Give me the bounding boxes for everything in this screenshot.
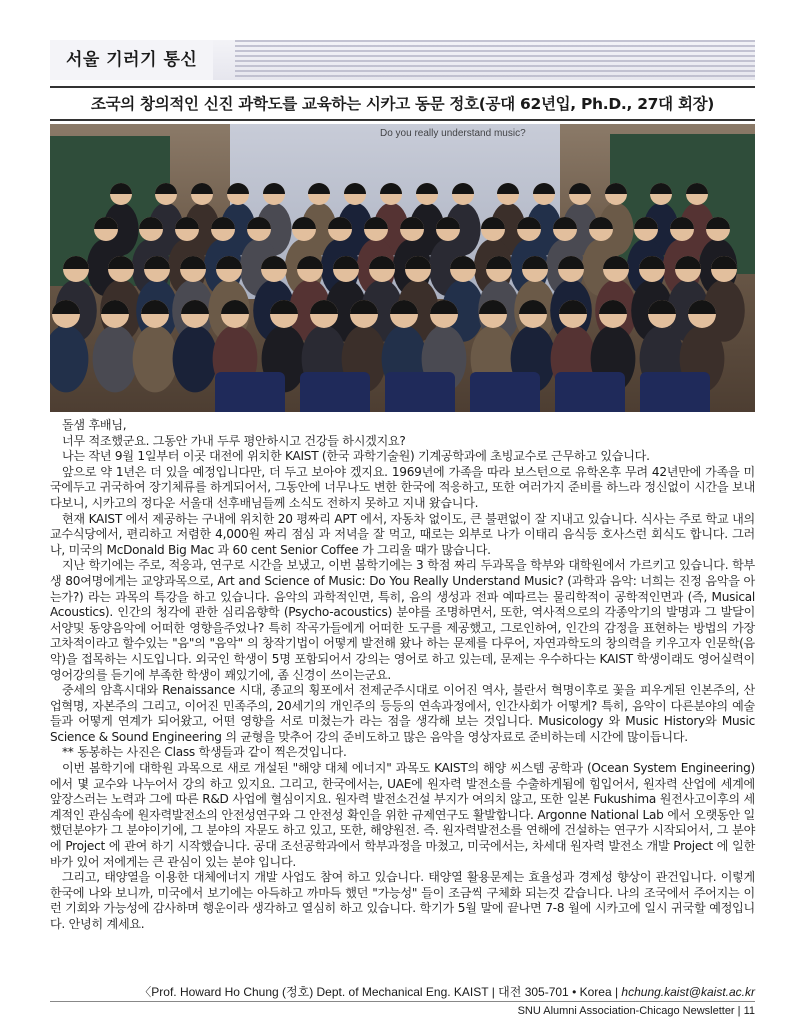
paragraph: 중세의 암흑시대와 Renaissance 시대, 종교의 횡포에서 전제군주시대로 이어진 역사, 불란서 혁명이후로 꽃을 피우게된 인본주의, 산업혁명, 자본주의 그리고, 이어진 민족주의, 20세기의 개인주의 등등의 연속과정에서, 인간사회가 어떻게? 특히, 음악이 다른분야의 예술들과 어떻게 연계가 되어왔고, 어떤 영향을 서로 미쳤는가 라는 점을 생각해 보는 것입니다. Musicology 와 Music History와 Music Science & Sound Engineering 의 균형을 맞추어 강의 준비도하고 많은 음악을 영상자료로 준비하는데 시간에 많이듭니다. <box>50 683 755 744</box>
paragraph: 이번 봄학기에 대학원 과목으로 새로 개설된 "해양 대체 에너지" 과목도 KAIST의 해양 씨스템 공학과 (Ocean System Engineering)에서 몇 교수와 나누어서 강의 하고 있지요. 그리고, 한국에서는, UAE에 원자력 발전소를 수출하게됨에 힘입어서, 원자력 산업에 세계에 앞장스러는 노력과 그에 따른 R&D 사업에 혈심이지요. 원자력 발전소건설 부지가 여의치 않고, 또한 일본 Fukushima 원전사고이후의 세계적인 관심속에 원자력발전소의 안전성연구와 그 안전성 확인을 위한 규제연구도 활발합니다. Argonne National Lab 에서 오랫동안 일했던분야가 그 분야이기에, 그 분야의 자문도 하고 있고, 또한, 해양원전. 즉. 원자력발전소를 연해에 건설하는 연구가 시작되어서, 그 분야에 Project 에 관여 하기 시작했습니다. 공대 조선공학과에서 학부과정을 마쳤고, 미국에서는, 차세대 원자력 발전소 개발 Project 에 일한바가 있어 저에게는 큰 관심이 있는 분야 입니다. <box>50 761 755 869</box>
student-hair <box>110 183 132 194</box>
student-hair <box>63 256 89 269</box>
greeting: 돌샘 후배님, <box>62 418 127 432</box>
paragraph: 나는 작년 9월 1일부터 이곳 대전에 위치한 KAIST (한국 과학기술원) 기계공학과에 초빙교수로 근무하고 있습니다. <box>62 449 650 464</box>
class-group-photo <box>50 124 755 412</box>
student-hair <box>155 183 177 194</box>
photo-note: ** 동봉하는 사진은 Class 학생들과 같이 찍은것입니다. <box>62 745 347 760</box>
student-hair <box>650 183 672 194</box>
student-hair <box>191 183 213 194</box>
section-label: 서울 기러기 통신 <box>50 40 213 80</box>
headline-rule-top <box>50 86 755 88</box>
paragraph: 지난 학기에는 주로, 적응과, 연구로 시간을 보냈고, 이번 봄학기에는 3 학점 짜리 두과목을 학부와 대학원에서 가르키고 있습니다. 학부생 80여명에게는 교양과목으로, Art and Science of Music: Do You Really Understand Music? (과학과 음악: 너희는 진정 음악을 아는가?) 라는 과목의 특강을 하고 있습니다. 음악의 과학적인면, 특히, 음의 생성과 전파 예따르는 물리학적이 공학적인면과 (즉, Musical Acoustics). 인간의 청각에 관한 심리음향학 (Psycho-acoustics) 분야를 조명하면서, 또한, 역사적으로의 각종악기의 발명과 그 발달이 서양및 동양음악에 어떠한 영향을주었나? 특히 작곡가들에게 어떠한 도구를 제공했고, 그로인하여, 인간의 감정을 표현하는 방법의 가장 고차적이라고 할수있는 "음"의 "음악" 의 창작기법이 어떻게 발전해 왔나 하는 문제를 다루어, 자연과학도의 창의력을 키우고자 인문학(음악)을 접목하는 시도입니다. 외국인 학생이 5명 포함되어서 강의는 영어로 하고 있는데, 문제는 우수하다는 KAIST 학생이래도 영어실력이 영어강의를 듣기에 부족한 학생이 꽤있기에, 좀 신경이 쓰이는군요. <box>50 558 755 682</box>
student-body <box>93 325 138 392</box>
paragraph: 앞으로 약 1년은 더 있을 예정입니다만, 더 두고 보아야 겠지요. 1969년에 가족을 따라 보스턴으로 유학온후 무려 42년만에 가족을 미국에두고 귀국하여 장기체류를 하게되어서, 그동안에 너무나도 변한 한국에 적응하고, 또한 여러가지 준비를 하느라 정신없이 시간을 보내다보니, 시카고의 정다운 서울대 선후배님들께 소식도 전하지 못하고 지내 왔습니다. <box>50 464 755 510</box>
article-headline: 조국의 창의적인 신진 과학도를 교육하는 시카고 동문 정호(공대 62년입, Ph.D., 27대 회장) <box>90 95 715 113</box>
headline-rule-bottom <box>50 119 755 121</box>
student-hair <box>227 183 249 194</box>
student-hair <box>452 183 474 194</box>
chair <box>555 372 625 412</box>
student-crowd <box>50 124 755 412</box>
student-hair <box>308 183 330 194</box>
author-signature <box>50 983 755 1000</box>
student-hair <box>416 183 438 194</box>
student-body <box>133 325 178 392</box>
chair <box>300 372 370 412</box>
student-hair <box>533 183 555 194</box>
page-footer: SNU Alumni Association-Chicago Newsletter | 11 <box>517 1005 755 1017</box>
signature-text: 〈Prof. Howard Ho Chung (정호) Dept. of Mechanical Eng. KAIST | 대전 305-701 • Korea | <box>139 985 619 999</box>
chair <box>215 372 285 412</box>
paragraph: 너무 적조했군요. 그동안 가내 두루 평안하시고 건강들 하시겠지요? <box>62 433 406 448</box>
slide-title: Do you really understand music? <box>380 128 526 139</box>
paragraph: 그리고, 태양열을 이용한 대체에너지 개발 사업도 참여 하고 있습니다. 태양열 활용문제는 효율성과 경제성 향상이 관건입니다. 이렇게 한국에 나와 보니까, 미국에서 보기에는 아득하고 까마득 했던 "가능성" 들이 조금씩 구체화 되는것 같습니다. 나의 조국에서 주어지는 이런 기회와 가능성에 감사하며 행운이라 생각하고 열심히 하고 있습니다. 학기가 5월 말에 끝나면 7-8 월에 시카고에 일시 귀국할 예정입니다. 안녕히 계세요. <box>50 870 755 931</box>
header-stripes <box>235 40 755 80</box>
student-body <box>173 325 218 392</box>
chair <box>470 372 540 412</box>
student-hair <box>497 183 519 194</box>
student-hair <box>569 183 591 194</box>
student-hair <box>605 183 627 194</box>
student-hair <box>380 183 402 194</box>
student-hair <box>344 183 366 194</box>
chair <box>385 372 455 412</box>
paragraph: 현재 KAIST 에서 제공하는 구내에 위치한 20 평짜리 APT 에서, 자동차 없이도, 큰 불편없이 잘 지내고 있습니다. 식사는 주로 학교 내의 교수식당에서, 편리하고 저렴한 4,000원 짜리 점심 과 저녁을 잘 먹고, 때로는 외부로 나가 이태리 음식등 호사스런 회식도 합니다. 그러나, 미국의 McDonald Big Mac 과 60 cent Senior Coffee 가 그리울 때가 많습니다. <box>50 511 755 557</box>
student-hair <box>263 183 285 194</box>
student-hair <box>686 183 708 194</box>
section-header-bar <box>50 40 755 80</box>
chair <box>640 372 710 412</box>
letter-body <box>50 418 755 933</box>
author-email: hchung.kaist@kaist.ac.kr <box>621 985 755 999</box>
footer-rule <box>50 1001 755 1002</box>
